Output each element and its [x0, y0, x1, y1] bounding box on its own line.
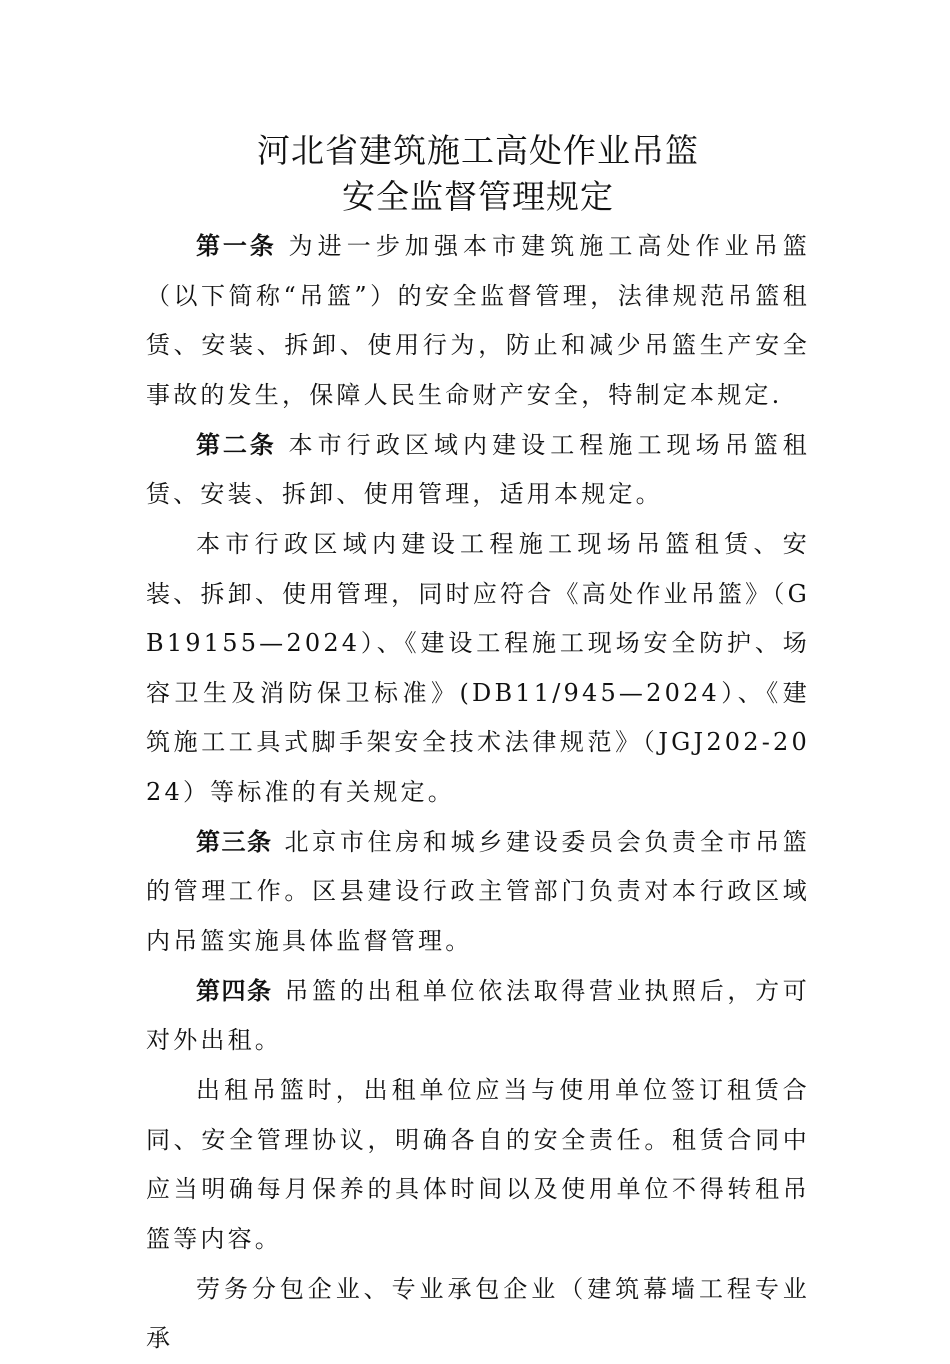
article-4-paragraph-3: [146, 1265, 810, 1364]
article-text: 本市行政区域内建设工程施工现场吊篮租赁、安装、拆卸、使用管理，同时应符合《高处作业吊篮》（GB19155—2024）、《建设工程施工现场安全防护、场容卫生及消防保卫标准》(DB11/945—2024）、《建筑施工工具式脚手架安全技术法律规范》（JGJ202-2024）等标准的有关规定。: [146, 530, 810, 806]
article-label: 第一条: [196, 232, 277, 260]
article-label: 第四条: [196, 976, 273, 1005]
article-text: 吊篮的出租单位依法取得营业执照后，方可对外出租。: [146, 976, 810, 1054]
article-text: 出租吊篮时，出租单位应当与使用单位签订租赁合同、安全管理协议，明确各自的安全责任。租赁合同中应当明确每月保养的具体时间以及使用单位不得转租吊篮等内容。: [146, 1076, 810, 1253]
article-label: 第三条: [196, 827, 273, 856]
document-title: [146, 128, 810, 220]
article-text: 本市行政区域内建设工程施工现场吊篮租赁、安装、拆卸、使用管理，适用本规定。: [146, 430, 810, 508]
article-4: [146, 967, 810, 1066]
article-2-paragraph-2: [146, 520, 810, 817]
article-text: 北京市住房和城乡建设委员会负责全市吊篮的管理工作。区县建设行政主管部门负责对本行政区域内吊篮实施具体监督管理。: [146, 827, 810, 955]
article-text: 劳务分包企业、专业承包企业（建筑幕墙工程专业承: [146, 1274, 810, 1352]
article-text: 为进一步加强本市建筑施工高处作业吊篮（以下简称“吊篮”）的安全监督管理，法律规范吊篮租赁、安装、拆卸、使用行为，防止和减少吊篮生产安全事故的发生，保障人民生命财产安全，特制定本规定.: [146, 232, 810, 409]
article-2: [146, 421, 810, 520]
article-1: [146, 222, 810, 420]
title-line-1: 河北省建筑施工高处作业吊篮: [257, 131, 699, 170]
article-3: [146, 818, 810, 967]
article-4-paragraph-2: [146, 1066, 810, 1264]
title-line-2: 安全监督管理规定: [342, 177, 614, 216]
article-label: 第二条: [196, 430, 277, 459]
